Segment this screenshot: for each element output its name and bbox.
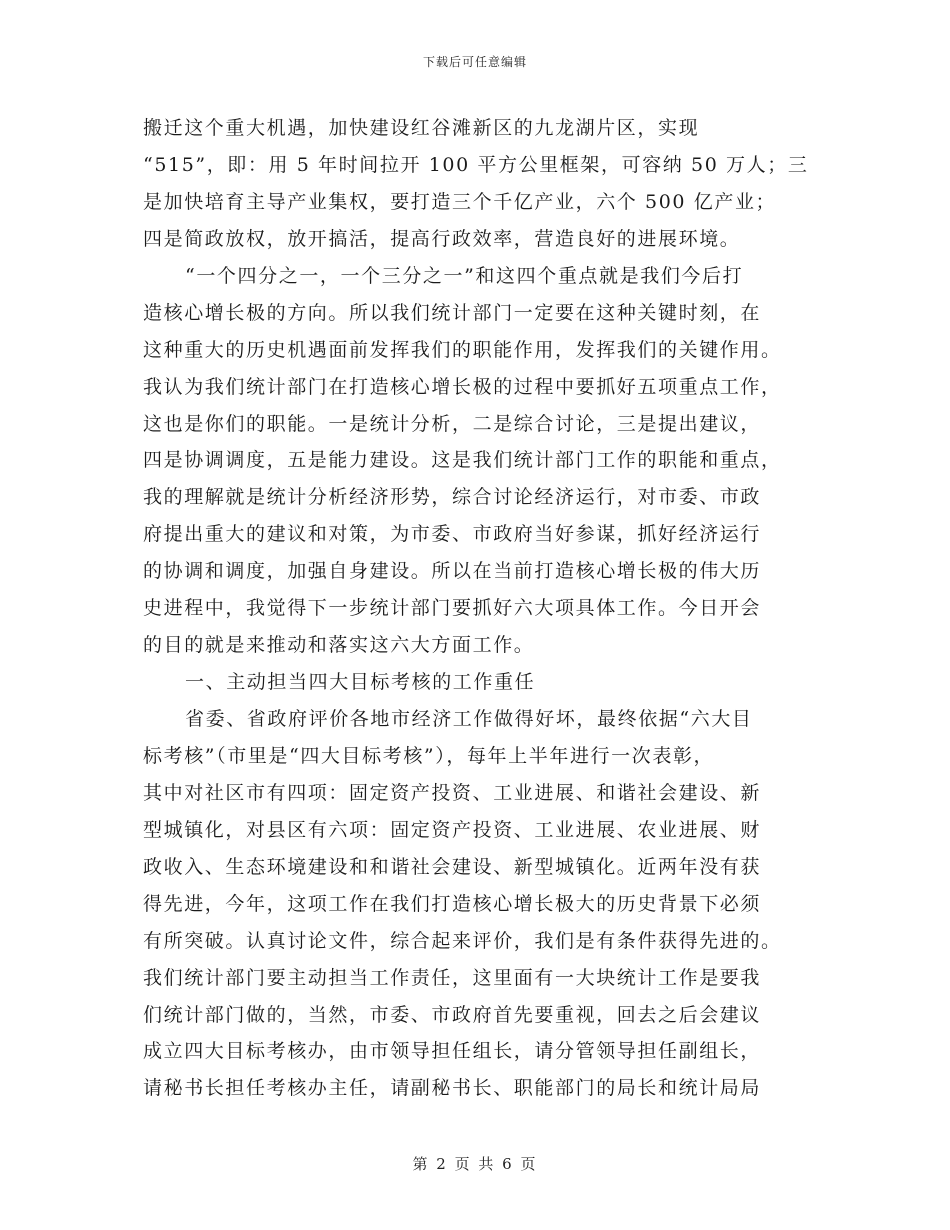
text-line: 的目的就是来推动和落实这六大方面工作。 [143, 634, 535, 657]
paragraph-first-line: 省委、省政府评价各地市经济工作做得好坏，最终依据“六大目 [185, 708, 753, 730]
text-line: 四是简政放权，放开搞活，提高行政效率，营造良好的进展环境。 [143, 227, 741, 250]
text-line: 是加快培育主导产业集权，要打造三个千亿产业，六个 500 亿产业； [143, 190, 777, 213]
text-line: 政收入、生态环境建设和和谐社会建设、新型城镇化。近两年没有获 [143, 855, 762, 878]
text-line: 标考核”（市里是“四大目标考核”），每年上半年进行一次表彰， [143, 744, 715, 767]
text-line: 成立四大目标考核办，由市领导担任组长，请分管领导担任副组长， [143, 1040, 762, 1063]
text-line: 造核心增长极的方向。所以我们统计部门一定要在这种关键时刻，在 [143, 301, 762, 324]
text-line: “515”，即：用 5 年时间拉开 100 平方公里框架，可容纳 50 万人；三 [143, 153, 808, 176]
text-line: 四是协调调度，五是能力建设。这是我们统计部门工作的职能和重点， [143, 449, 782, 472]
text-line: 们统计部门做的，当然，市委、市政府首先要重视，回去之后会建议 [143, 1003, 762, 1026]
text-line: 我的理解就是统计分析经济形势，综合讨论经济运行，对市委、市政 [143, 486, 762, 509]
text-line: 搬迁这个重大机遇，加快建设红谷滩新区的九龙湖片区，实现 [143, 117, 700, 139]
text-line: 这种重大的历史机遇面前发挥我们的职能作用，发挥我们的关键作用。 [143, 338, 782, 361]
page-footer: 第 2 页 共 6 页 [412, 1155, 538, 1173]
paragraph-first-line: “一个四分之一，一个三分之一”和这四个重点就是我们今后打 [185, 264, 744, 287]
document-body [143, 110, 808, 1107]
text-line: 史进程中，我觉得下一步统计部门要抓好六大项具体工作。今日开会 [143, 597, 762, 620]
text-line: 请秘书长担任考核办主任，请副秘书长、职能部门的局长和统计局局 [143, 1077, 762, 1100]
text-line: 府提出重大的建议和对策，为市委、市政府当好参谋，抓好经济运行 [143, 523, 762, 546]
text-line: 的协调和调度，加强自身建设。所以在当前打造核心增长极的伟大历 [143, 560, 762, 583]
text-line: 这也是你们的职能。一是统计分析，二是综合讨论，三是提出建议， [143, 412, 762, 435]
text-line: 其中对社区市有四项：固定资产投资、工业进展、和谐社会建设、新 [143, 781, 762, 804]
text-line: 型城镇化，对县区有六项：固定资产投资、工业进展、农业进展、财 [143, 818, 762, 841]
page-header: 下载后可任意编辑 [422, 55, 527, 69]
text-line: 有所突破。认真讨论文件，综合起来评价，我们是有条件获得先进的。 [143, 929, 782, 952]
text-line: 我们统计部门要主动担当工作责任，这里面有一大块统计工作是要我 [143, 966, 762, 989]
text-line: 得先进，今年，这项工作在我们打造核心增长极大的历史背景下必须 [143, 892, 762, 915]
text-line: 我认为我们统计部门在打造核心增长极的过程中要抓好五项重点工作， [143, 375, 782, 398]
section-heading: 一、主动担当四大目标考核的工作重任 [185, 671, 536, 694]
